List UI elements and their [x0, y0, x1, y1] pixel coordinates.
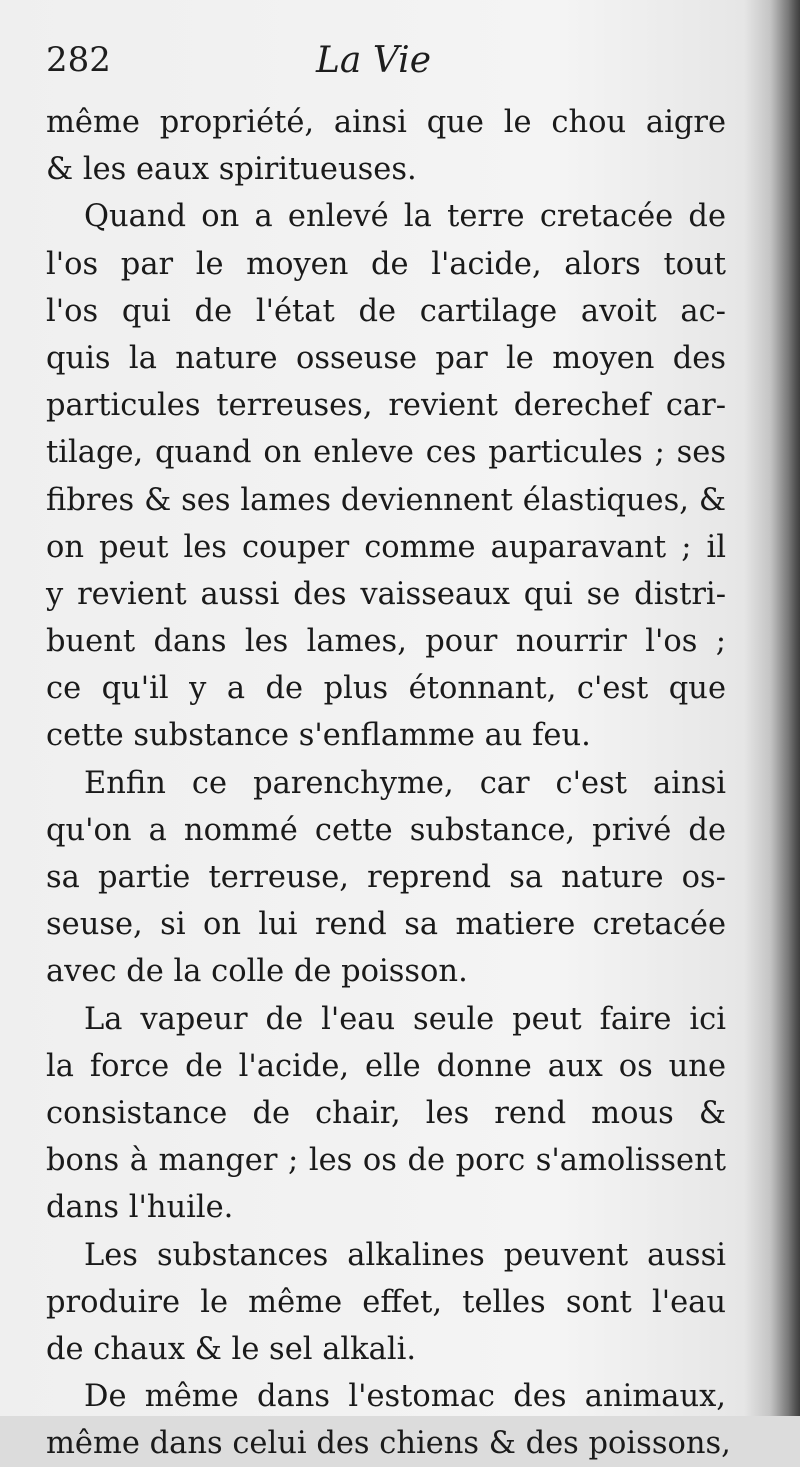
- text-line: même propriété, ainsi que le chou aigre: [46, 105, 726, 140]
- body-text: [46, 99, 731, 1467]
- text-line: Les substances alkalines peuvent aussi: [84, 1237, 726, 1273]
- text-line: De même dans l'estomac des animaux,: [84, 1379, 726, 1415]
- text-line: particules terreuses, revient derechef car-: [46, 388, 726, 424]
- text-line: produire le même effet, telles sont l'eau: [46, 1284, 726, 1320]
- text-line: Quand on a enlevé la terre cretacée de: [84, 199, 726, 235]
- text-line: quis la nature osseuse par le moyen des: [46, 340, 726, 376]
- text-line: dans l'huile.: [46, 1190, 234, 1226]
- text-line: consistance de chair, les rend mous &: [46, 1095, 726, 1131]
- text-line: ce qu'il y a de plus étonnant, c'est que: [46, 671, 726, 707]
- text-line: la force de l'acide, elle donne aux os une: [46, 1048, 726, 1084]
- text-line: qu'on a nommé cette substance, privé de: [46, 812, 726, 848]
- text-line: y revient aussi des vaisseaux qui se distri-: [46, 576, 726, 612]
- page-number: 282: [46, 40, 111, 80]
- text-line: de chaux & le sel alkali.: [46, 1331, 417, 1367]
- text-line: l'os qui de l'état de cartilage avoit ac-: [46, 293, 726, 329]
- page-header: [46, 40, 726, 90]
- text-line: tilage, quand on enleve ces particules ; ses: [46, 435, 726, 471]
- text-line: Enfin ce parenchyme, car c'est ainsi: [84, 765, 726, 801]
- text-line: avec de la colle de poisson.: [46, 954, 468, 990]
- text-line: même dans celui des chiens & des poissons,: [46, 1426, 731, 1462]
- text-line: fibres & ses lames deviennent élastiques, &: [46, 482, 726, 518]
- text-line: l'os par le moyen de l'acide, alors tout: [46, 246, 726, 282]
- text-line: seuse, si on lui rend sa matiere cretacée: [46, 907, 726, 943]
- text-line: La vapeur de l'eau seule peut faire ici: [84, 1001, 726, 1037]
- page-edge-shadow: [770, 0, 800, 1416]
- text-line: bons à manger ; les os de porc s'amolissent: [46, 1143, 726, 1179]
- text-line: on peut les couper comme auparavant ; il: [46, 529, 726, 565]
- running-title: La Vie: [316, 40, 431, 81]
- text-line: cette substance s'enflamme au feu.: [46, 718, 591, 754]
- text-line: buent dans les lames, pour nourrir l'os ;: [46, 624, 726, 660]
- text-line: & les eaux spiritueuses.: [46, 152, 417, 188]
- text-line: sa partie terreuse, reprend sa nature os-: [46, 860, 726, 895]
